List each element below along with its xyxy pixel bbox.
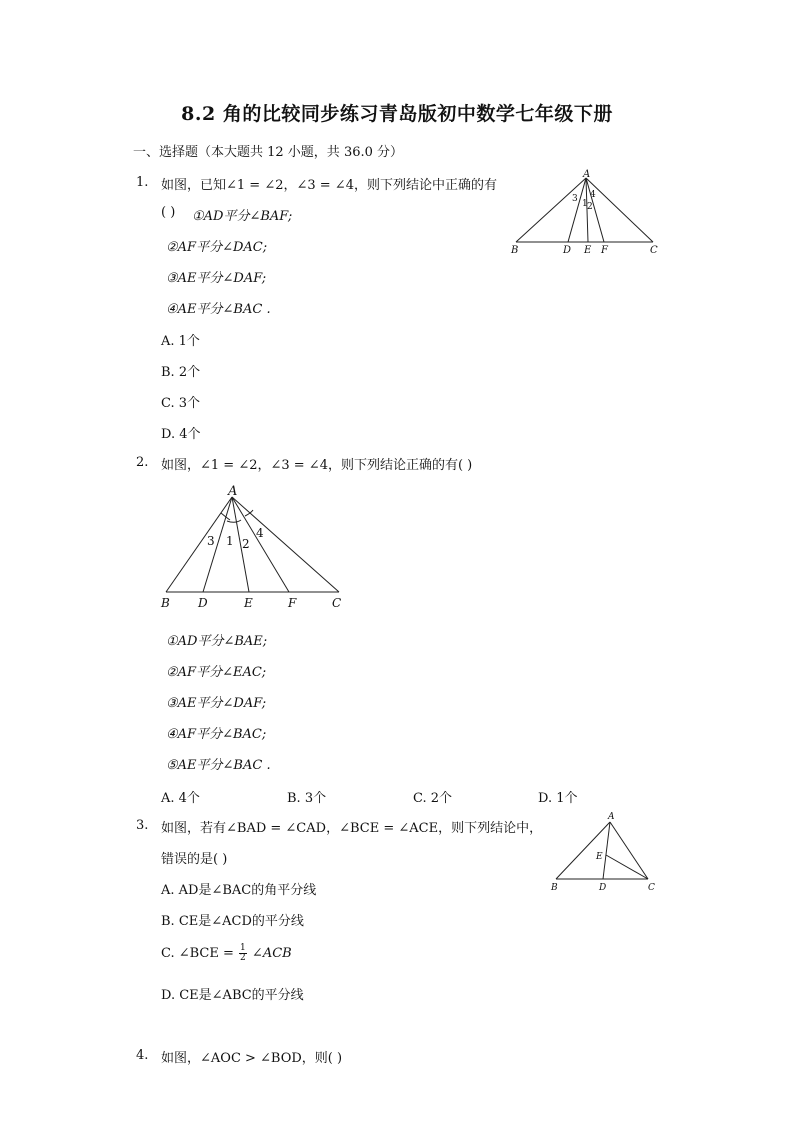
label-a: A (228, 484, 238, 499)
statement-1: ①AD平分∠BAF; (192, 209, 293, 224)
option-c: C. 3个 (161, 396, 201, 411)
figure-q3-triangle (548, 808, 663, 896)
label-a: A (608, 812, 615, 822)
angle-2-label: 2 (242, 537, 250, 551)
label-c: C (332, 596, 342, 610)
question-number: 4. (136, 1048, 149, 1063)
statement-1: ①AD平分∠BAE; (166, 634, 268, 649)
question-number: 2. (136, 455, 149, 470)
angle-3-label: 3 (207, 534, 215, 548)
segment-ac (586, 178, 653, 242)
segment-ad (568, 178, 586, 242)
label-a: A (583, 169, 591, 180)
option-c (161, 944, 292, 963)
statement-2: ②AF平分∠EAC; (166, 665, 267, 680)
question-number: 3. (136, 818, 149, 833)
option-a: A. 4个 (161, 791, 200, 806)
option-a: A. 1个 (161, 334, 200, 349)
option-d: D. 1个 (538, 791, 578, 806)
segment-ab (556, 822, 610, 879)
question-stem: 如图，∠AOC > ∠BOD，则( ) (161, 1051, 343, 1066)
label-b: B (511, 245, 519, 256)
fraction-numerator: 1 (240, 943, 246, 953)
option-b: B. CE是∠ACD的平分线 (161, 914, 304, 929)
label-f: F (288, 596, 297, 610)
figure-q2-triangle (155, 480, 350, 612)
statement-5: ⑤AE平分∠BAC . (166, 758, 271, 773)
question-stem: 如图，若有∠BAD = ∠CAD，∠BCE = ∠ACE，则下列结论中， (161, 821, 543, 836)
label-b: B (551, 883, 558, 893)
segment-ad (603, 822, 610, 879)
angle-3-label: 3 (572, 194, 578, 204)
statement-3: ③AE平分∠DAF; (166, 271, 267, 286)
option-d: D. CE是∠ABC的平分线 (161, 988, 304, 1003)
statement-4: ④AE平分∠BAC . (166, 302, 271, 317)
label-b: B (161, 596, 170, 610)
segment-ac (610, 822, 648, 879)
label-e: E (584, 245, 592, 256)
label-f: F (601, 245, 608, 256)
question-stem-line2: 错误的是( ) (161, 852, 228, 867)
option-c: C. 2个 (413, 791, 453, 806)
label-e: E (596, 852, 603, 862)
statement-3: ③AE平分∠DAF; (166, 696, 267, 711)
section-header: 一、选择题（本大题共 12 小题，共 36.0 分） (133, 145, 404, 160)
statement-2: ②AF平分∠DAC; (166, 240, 268, 255)
page-title: 8.2 角的比较同步练习青岛版初中数学七年级下册 (181, 103, 613, 125)
angle-4-label: 4 (590, 190, 596, 200)
segment-ab (516, 178, 586, 242)
angle-1-label: 1 (582, 199, 588, 209)
fraction-one-half (239, 944, 247, 963)
segment-ab (166, 497, 232, 592)
statement-4: ④AF平分∠BAC; (166, 727, 267, 742)
option-c-suffix: ∠ACB (251, 946, 292, 961)
figure-q1-triangle (505, 166, 670, 258)
fraction-denominator: 2 (240, 953, 246, 963)
label-d: D (599, 883, 607, 893)
angle-2-label: 2 (587, 202, 593, 212)
option-c-prefix: C. ∠BCE = (161, 946, 234, 961)
angle-1-label: 1 (226, 534, 234, 548)
question-stem: 如图，已知∠1 = ∠2，∠3 = ∠4，则下列结论中正确的有 (161, 178, 497, 193)
segment-ce (606, 855, 648, 879)
label-d: D (198, 596, 208, 610)
label-c: C (650, 245, 658, 256)
option-b: B. 3个 (287, 791, 327, 806)
option-d: D. 4个 (161, 427, 201, 442)
label-e: E (244, 596, 253, 610)
option-a: A. AD是∠BAC的角平分线 (161, 883, 317, 898)
angle-4-label: 4 (256, 526, 264, 540)
label-c: C (648, 883, 655, 893)
question-stem: 如图，∠1 = ∠2，∠3 = ∠4，则下列结论正确的有( ) (161, 458, 473, 473)
question-number: 1. (136, 175, 149, 190)
angle-arc-1-2 (227, 520, 241, 522)
answer-paren: ( ) (161, 205, 176, 220)
label-d: D (563, 245, 572, 256)
option-b: B. 2个 (161, 365, 201, 380)
